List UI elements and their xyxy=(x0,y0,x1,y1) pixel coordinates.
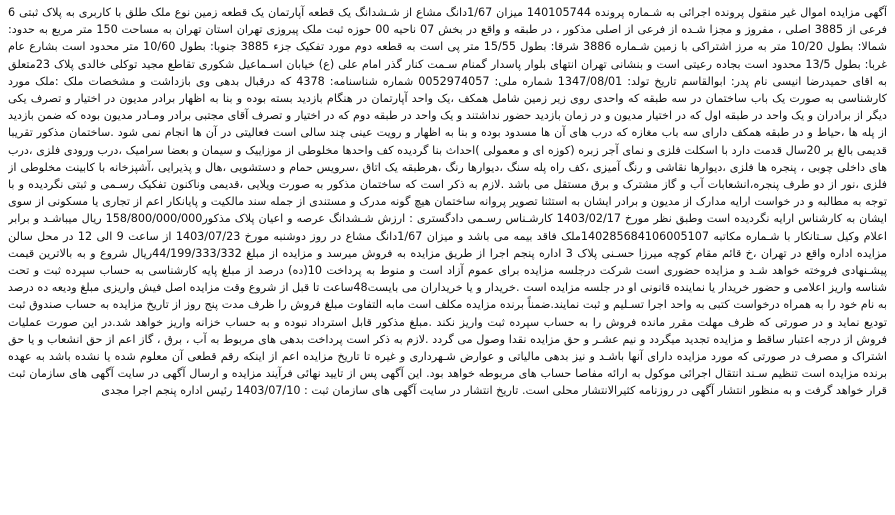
auction-notice xyxy=(8,4,887,507)
notice-body-text: آگهی مزایده اموال غیر منقول پرونده اجرائی به شـماره پرونده 140105744 میزان 1/67دانگ مشاع از شـشدانگ یک قطعه آپارتمان یک قطعه زمین نوع ملک طلق با کاربری به پلاک ثبتی 6 فرعی از 3885 اصلی ، مفروز و مجزا شـده از فرعی از اصلی مذکور ، در طبقه و واقع در بخش 07 ناحیه 00 حوزه ثبت ملک پیروزی تهران استان تهران به مساحت 150 متر مربع به حدود: شمالا: بطول 10/20 متر به مرز اشتراکی با زمین شـماره 3886 شرقا: بطول 15/55 متر پی است به قطعه دوم مورد تفکیک جزء 3885 جنوبا: بطول 10/60 متر محدود است بشارع عام غربا: بطول 13/5 محدود است بجاده رعیتی است و بنشانی تهران انتهای بلوار پاسدار گمنام سـمت کنار گذر امام علی (ع) خیابان اسـماعیل شکوری تقاطع مجید توکلی خالدی پلاک 23متعلق به اقای حمیدرضا انیسی نام پدر: ابوالقاسم تاریخ تولد: 1347/08/01 شماره ملی: 0052974057 شماره شناسنامه: 4378 که درقبال بدهی وی بازداشت و مشخصات ملک :ملک مورد کارشناسی به صورت یک باب ساختمان در سه طبقه که واحدی روی زیر زمین شامل همکف ،یک واحد آپارتمان در هنگام بازدید بسته بوده و بنا به اظهار برادر مدیون در اختیار و تصرف یکی دیگر از برادران و یک واحد در طبقه اول که در اختیار مدیون و در زمان بازدید حضور نداشتند و یک واحد در طبقه دوم که در اختیار و تصرف آقای مجتبی برادر ومـادر مدیون بوده که ضمن بازدید از پله ها ،حیاط و در طبقه همکف دارای سه باب مغازه که درب های آن ها مسدود بوده و بنا به اظهار و رویت عینی چند سالی است فعالیتی در آن ها انجام نمی شود .ساختمان مذکور تقریبا قدیمی بالغ بر 20سال قدمت دارد با اسکلت فلزی و نمای آجر زبره (کوزه ای و معمولی )احداث بنا گردیده کف واحدها مخلوطی از موزاییک و سیمان و بعضا سرامیک ،درب ورودی فلزی ،درب های داخلی چوبی ، پنجره ها فلزی ،دیوارها نقاشی و رنگ آمیزی ،کف راه پله سنگ ،دیوارها رنگ ،هرطبقه یک اتاق ،سرویس حمام و دستشویی ،هال و پذیرایی ،آشپزخانه با کابینت مخلوطی از فلزی ،نور از دو طرف پنجره،انشعابات آب و گاز مشترک و برق مستقل می باشد .لازم به ذکر است که ساختمان مذکور به صورت ویلایی ،قدیمی وناکنون تفکیک رسـمی و ثبتی نگردیده و با توجه به مطالبه و در خواست ارایه مدارک از مدیون و برادر ایشان به استثنا تصویر پروانه ساختمان هیچ گونه مدرک و مستندی از جمله سند مالکیت و پایانکار اعم از تجاری یا مسکونی از سوی ایشان به کارشناس ارایه نگردیده است وطبق نظر مورخ 1403/02/17 کارشـناس رسـمی دادگستری : ارزش شـشدانگ عرصه و اعیان پلاک مذکور158/800/000/000 ریال میباشـد و برابر اعلام وکیل سـتانکار با شـماره مکاتبه 140285684106005107ملک فاقد بیمه می باشد و میزان 1/67دانگ مشاع در روز دوشنبه مورخ 1403/07/23 از ساعت 9 الی 12 در محل سالن مزایده اداره واقع در تهران ،خ قائم مقام کوچه میرزا حسـنی پلاک 3 اداره پنجم اجرا از طریق مزایده به فروش میرسد و مزایده از مبلغ 44/199/333/332ریال شروع و به بالاترین قیمت پیشـنهادی فروخته خواهد شـد و مزایده حضوری است شرکت درجلسه مزایده برای عموم آزاد است و منوط به پرداخت 10(ده) درصد از مبلغ پایه کارشناسی به حساب سپرده ثبت و تحت شناسه واریز اعلامی و حضور خریدار یا نماینده قانونی او در جلسه مزایده است .خریدار و یا خریداران می بایست48ساعت تا قبل از شروع وقت مزایده اصل فیش واریزی مبلغ ودیعه ده درصد به نام خود را به همراه درخواست کتبی به واحد اجرا تسـلیم و ثبت نمایند.ضمناً برنده مزایده مکلف است مابه التفاوت مبلغ فروش را ظرف مدت پنج روز از تاریخ مزایده به حساب صندوق ثبت تودیع نماید و در صورتی که ظرف مهلت مقرر مانده فروش را به حساب سپرده ثبت واریز نکند .مبلغ مذکور قابل استرداد نبوده و به حساب خزانه واریز خواهد شد.در این صورت عملیات فروش از درجه اعتبار ساقط و مزایده تجدید میگردد و نیم عشـر و حق مزایده نقدا وصول می گردد .لازم به ذکر است پرداخت بدهی های مربوط به آب ، برق ، گاز اعم از حق انشعاب و یا حق اشتراک و مصرف در صورتی که مورد مزایده دارای آنها باشـد و نیز بدهی مالیاتی و عوارض شـهرداری و غیره تا تاریخ مزایده اعم از اینکه رقم قطعی آن معلوم شده یا نشده باشد به عهده برنده مزایده است تنظیم سـند انتقال اجرائی موکول به ارائه مفاصا حساب های مربوطه خواهد بود. این آگهی پس از تایید نهائی فرآیند مزایده و ارسال آگهی در سایت آگهی های سازمان ثبت قرار خواهد گرفت و به منظور انتشار آگهی در روزنامه کثیرالانتشار محلی است. تاریخ انتشار در سایت آگهی های سازمان ثبت : 1403/07/10 رئیس اداره پنجم اجرا مجدی xyxy=(8,6,887,398)
